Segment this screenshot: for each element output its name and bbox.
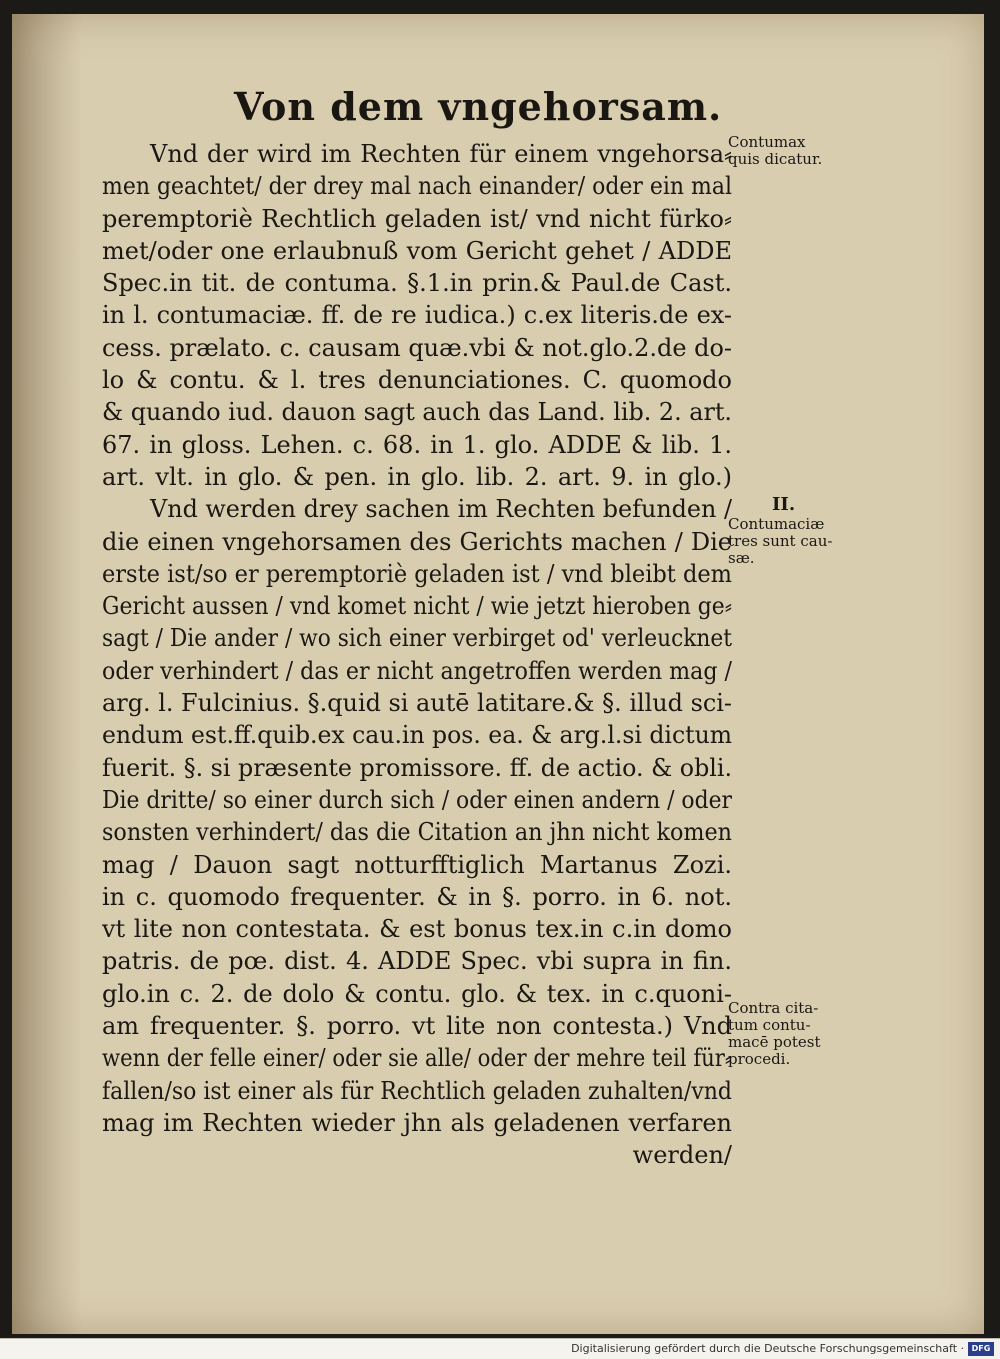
text-line: Vnd der wird im Rechten für einem vngehorsa⸗	[150, 140, 732, 168]
text-line: mag / Dauon sagt notturfftiglich Martanus Zozi.	[102, 850, 732, 879]
marginal-number: II.	[772, 494, 796, 515]
funding-footer	[0, 1338, 1000, 1359]
text-line: oder verhindert / das er nicht angetroffen werden mag /	[102, 656, 732, 685]
text-line: men geachtet/ der drey mal nach einander/ oder ein mal	[102, 172, 732, 201]
marginal-line: procedi.	[728, 1050, 791, 1068]
text-line: patris. de pœ. dist. 4. ADDE Spec. vbi supra in fin.	[102, 947, 732, 976]
text-line: Vnd werden drey sachen im Rechten befunden /	[150, 495, 732, 524]
text-line: mag im Rechten wieder jhn als geladenen verfaren	[102, 1108, 732, 1137]
text-line: fallen/so ist einer als für Rechtlich geladen zuhalten/vnd	[102, 1076, 732, 1105]
text-line: Gericht aussen / vnd komet nicht / wie jetzt hieroben ge⸗	[102, 592, 732, 621]
text-line: arg. l. Fulcinius. §.quid si autē latitare.& §. illud sci-	[102, 689, 732, 718]
marginal-line: Contumaciæ	[728, 515, 825, 533]
text-line: Die dritte/ so einer durch sich / oder einen andern / oder	[102, 785, 732, 814]
marginal-line: macē potest	[728, 1033, 821, 1051]
text-line: am frequenter. §. porro. vt lite non contesta.) Vnd	[102, 1012, 732, 1041]
marginal-line: tum contu-	[728, 1016, 811, 1034]
marginal-line: quis dicatur.	[728, 150, 823, 168]
page-heading: Von dem vngehorsam.	[234, 84, 723, 129]
text-line: erste ist/so er peremptoriè geladen ist / vnd bleibt dem	[102, 559, 732, 588]
text-line: met/oder one erlaubnuß vom Gericht gehet / ADDE	[102, 236, 732, 265]
text-line: sagt / Die ander / wo sich einer verbirget od' verleucknet	[102, 624, 732, 653]
book-page	[12, 14, 984, 1334]
main-text-block	[102, 138, 732, 1172]
funding-credit: Digitalisierung gefördert durch die Deutsche Forschungsgemeinschaft ·	[571, 1342, 964, 1355]
text-line: glo.in c. 2. de dolo & contu. glo. & tex. in c.quoni-	[102, 979, 732, 1008]
text-line: cess. prælato. c. causam quæ.vbi & not.glo.2.de do-	[102, 333, 732, 362]
text-line: peremptoriè Rechtlich geladen ist/ vnd nicht fürko⸗	[102, 204, 732, 233]
text-line: wenn der felle einer/ oder sie alle/ oder der mehre teil für⸗	[102, 1044, 732, 1073]
text-line: vt lite non contestata. & est bonus tex.in c.in domo	[102, 915, 732, 944]
marginal-note-contumax	[728, 134, 858, 168]
text-line: in c. quomodo frequenter. & in §. porro. in 6. not.	[102, 882, 732, 911]
marginal-line: Contra cita-	[728, 999, 819, 1017]
marginal-line: Contumax	[728, 133, 806, 151]
text-line: die einen vngehorsamen des Gerichts machen / Die	[102, 527, 732, 556]
text-line: in l. contumaciæ. ff. de re iudica.) c.ex literis.de ex-	[102, 301, 732, 330]
catchword: werden/	[632, 1141, 732, 1170]
text-line: & quando iud. dauon sagt auch das Land. lib. 2. art.	[102, 398, 732, 427]
text-line: art. vlt. in glo. & pen. in glo. lib. 2. art. 9. in glo.)	[102, 462, 732, 491]
marginal-note-causae	[728, 494, 858, 567]
text-line: endum est.ff.quib.ex cau.in pos. ea. & arg.l.si dictum	[102, 721, 732, 750]
marginal-line: tres sunt cau-	[728, 532, 833, 550]
text-line: Spec.in tit. de contuma. §.1.in prin.& Paul.de Cast.	[102, 269, 732, 298]
text-line: sonsten verhindert/ das die Citation an jhn nicht komen	[102, 818, 732, 847]
text-line: lo & contu. & l. tres denunciationes. C. quomodo	[102, 366, 732, 395]
marginal-note-contra	[728, 1000, 858, 1068]
marginal-line: sæ.	[728, 549, 755, 567]
text-line: 67. in gloss. Lehen. c. 68. in 1. glo. ADDE & lib. 1.	[102, 430, 732, 459]
dfg-logo[interactable]: DFG	[968, 1342, 994, 1356]
text-line: fuerit. §. si præsente promissore. ff. de actio. & obli.	[102, 753, 732, 782]
